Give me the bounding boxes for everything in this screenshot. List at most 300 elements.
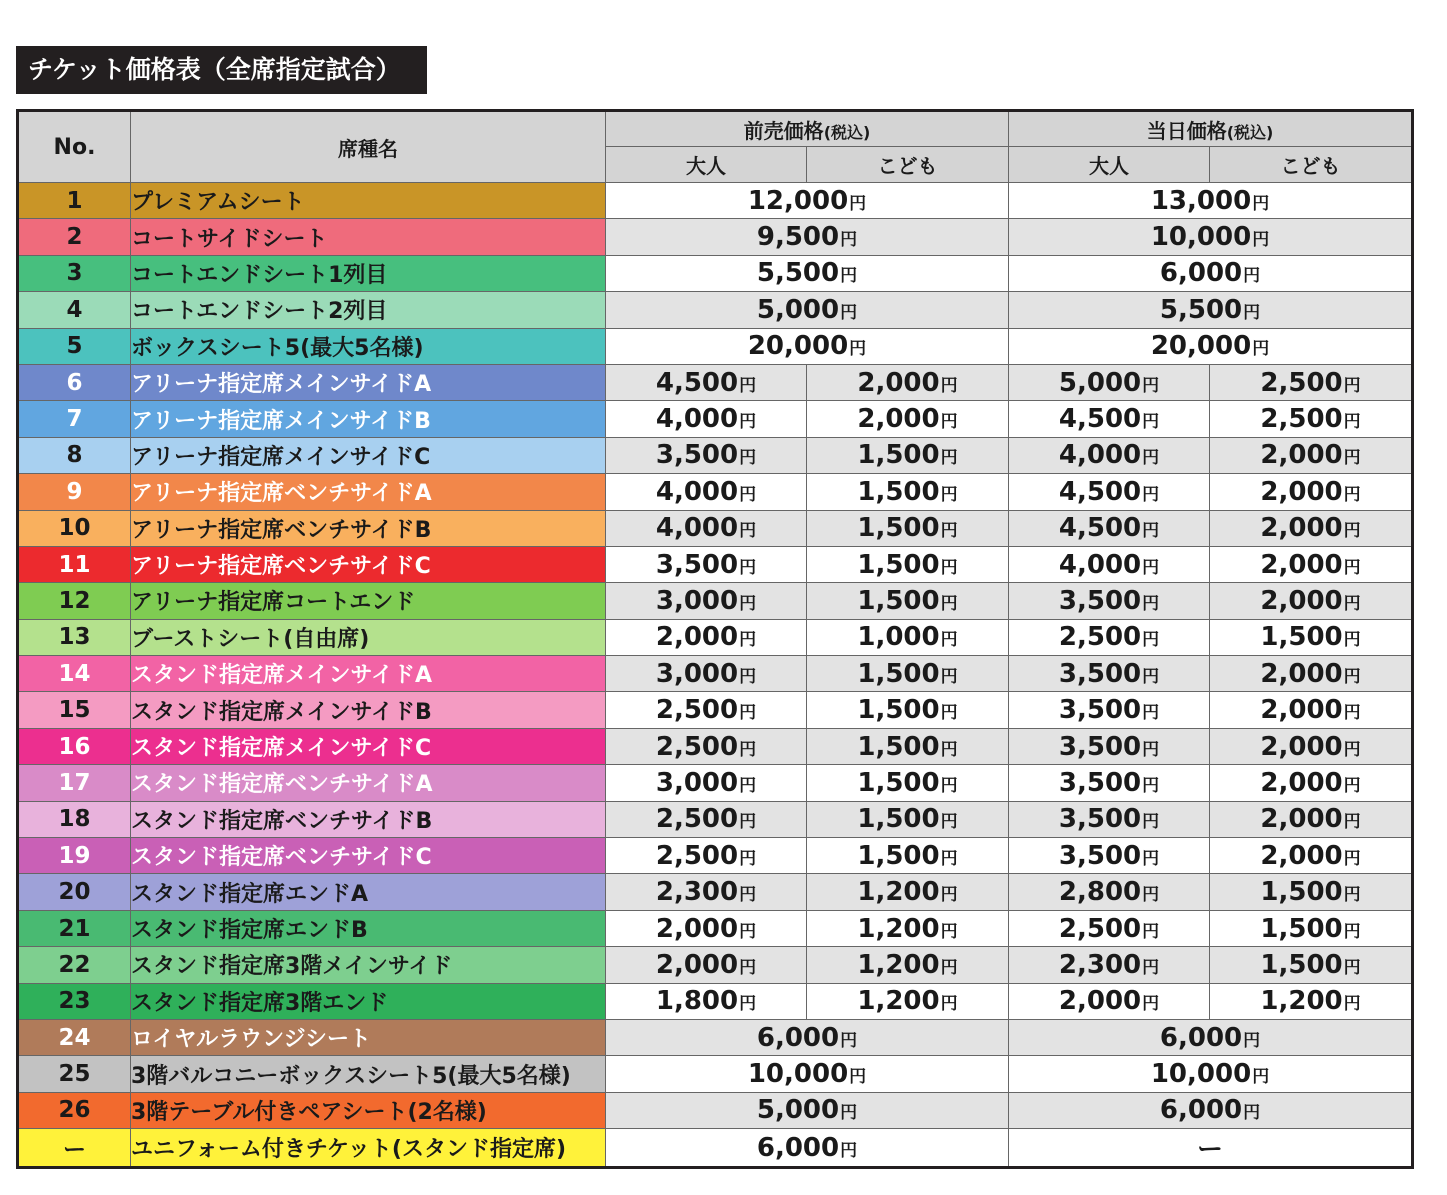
price-value: 2,000 [655,949,739,980]
dayof-adult-price [1009,765,1210,801]
table-row [18,1019,1413,1055]
price-value: 4,000 [655,404,739,435]
dayof-child-price [1210,874,1413,910]
yen-unit: 円 [739,703,757,724]
table-row [18,219,1413,255]
advance-tax-label: (税込) [823,122,871,142]
yen-unit: 円 [940,412,958,433]
price-value: 4,500 [1058,513,1142,544]
seat-name: ユニフォーム付きチケット(スタンド指定席) [131,1129,606,1168]
price-value: 3,500 [655,549,739,580]
yen-unit: 円 [1343,739,1361,760]
price-value: 2,000 [1260,476,1343,507]
row-number: 3 [18,255,131,291]
advance-adult-price [606,947,807,983]
row-number: 13 [18,619,131,655]
yen-unit: 円 [940,994,958,1015]
yen-unit: 円 [940,630,958,651]
table-row [18,255,1413,291]
price-value: 2,000 [1260,804,1343,835]
advance-adult-price [606,364,807,400]
price-value: 3,500 [1058,804,1142,835]
dayof-child-price [1210,474,1413,510]
advance-child-price [807,474,1009,510]
yen-unit: 円 [1142,994,1160,1015]
advance-child-price [807,874,1009,910]
yen-unit: 円 [1142,775,1160,796]
price-value: 5,000 [1058,367,1142,398]
price-value: 1,500 [857,476,940,507]
price-value: 1,500 [857,731,940,762]
row-number: 23 [18,983,131,1019]
table-row [18,801,1413,837]
seat-name: ボックスシート5(最大5名様) [131,328,606,364]
row-number: 6 [18,364,131,400]
yen-unit: 円 [739,448,757,469]
table-row [18,983,1413,1019]
yen-unit: 円 [1142,484,1160,505]
yen-unit: 円 [940,448,958,469]
table-row [18,510,1413,546]
advance-child-price [807,583,1009,619]
table-row [18,1056,1413,1092]
dayof-child-price [1210,983,1413,1019]
advance-adult-header: 大人 [606,147,807,183]
advance-child-header: こども [807,147,1009,183]
dayof-child-header: こども [1210,147,1413,183]
row-number: 4 [18,292,131,328]
price-value: 2,000 [1058,986,1142,1017]
table-row [18,401,1413,437]
price-value: 4,000 [655,476,739,507]
yen-unit: 円 [1343,812,1361,833]
row-number: 26 [18,1092,131,1128]
price-value: 1,500 [1260,913,1343,944]
dayof-adult-price [1009,364,1210,400]
price-value: 4,500 [1058,476,1142,507]
yen-unit: 円 [940,557,958,578]
price-value: 4,500 [655,367,739,398]
seat-name: プレミアムシート [131,183,606,219]
dayof-adult-price [1009,692,1210,728]
seat-name: スタンド指定席3階エンド [131,983,606,1019]
price-value: 3,500 [1058,840,1142,871]
advance-adult-price [606,801,807,837]
price-value: 2,000 [1260,767,1343,798]
yen-unit: 円 [1142,848,1160,869]
yen-unit: 円 [1343,957,1361,978]
price-value: 2,500 [1058,622,1142,653]
price-value: 12,000 [747,185,849,216]
yen-unit: 円 [1142,666,1160,687]
col-no-header: No. [18,111,131,183]
table-row [18,619,1413,655]
yen-unit: 円 [1343,557,1361,578]
advance-price [606,1056,1009,1092]
price-table [16,109,1414,1169]
yen-unit: 円 [1142,885,1160,906]
price-value: 3,500 [1058,731,1142,762]
advance-price-header [606,111,1009,147]
dayof-price [1009,219,1413,255]
price-value: 10,000 [747,1059,849,1090]
price-value: 1,500 [857,695,940,726]
advance-adult-price [606,583,807,619]
dayof-adult-price [1009,983,1210,1019]
advance-adult-price [606,838,807,874]
price-value: 5,000 [756,1095,840,1126]
price-value: 5,500 [1159,294,1243,325]
advance-adult-price [606,765,807,801]
yen-unit: 円 [1343,703,1361,724]
price-value: 6,000 [756,1132,840,1163]
dayof-adult-price [1009,947,1210,983]
seat-name: アリーナ指定席メインサイドB [131,401,606,437]
page-title: チケット価格表（全席指定試合） [16,46,427,94]
dayof-child-price [1210,510,1413,546]
seat-name: コートエンドシート1列目 [131,255,606,291]
seat-name: アリーナ指定席ベンチサイドB [131,510,606,546]
seat-name: ロイヤルラウンジシート [131,1019,606,1055]
yen-unit: 円 [1142,593,1160,614]
yen-unit: 円 [739,630,757,651]
yen-unit: 円 [940,885,958,906]
row-number: 20 [18,874,131,910]
price-value: 2,000 [857,367,940,398]
advance-adult-price [606,983,807,1019]
dayof-price [1009,1092,1413,1128]
price-value: 2,000 [1260,658,1343,689]
advance-child-price [807,692,1009,728]
price-value: 2,000 [1260,585,1343,616]
price-value: 1,500 [857,658,940,689]
advance-child-price [807,801,1009,837]
price-value: 1,800 [655,986,739,1017]
advance-adult-price [606,401,807,437]
price-value: 2,000 [1260,440,1343,471]
yen-unit: 円 [739,994,757,1015]
price-value: 3,000 [655,767,739,798]
advance-child-price [807,656,1009,692]
dayof-child-price [1210,656,1413,692]
dayof-child-price [1210,728,1413,764]
price-value: 2,500 [655,695,739,726]
price-value: 1,500 [857,585,940,616]
yen-unit: 円 [840,302,858,323]
dayof-tax-label: (税込) [1226,122,1274,142]
advance-price [606,1092,1009,1128]
price-value: 6,000 [1159,1095,1243,1126]
table-row [18,583,1413,619]
yen-unit: 円 [739,375,757,396]
price-value: 1,500 [1260,622,1343,653]
table-row [18,292,1413,328]
row-number: 12 [18,583,131,619]
dayof-adult-price [1009,801,1210,837]
seat-name: ブーストシート(自由席) [131,619,606,655]
price-value: 1,200 [857,913,940,944]
row-number: 8 [18,437,131,473]
yen-unit: 円 [849,193,867,214]
yen-unit: 円 [1243,1030,1261,1051]
price-value: 9,500 [756,222,840,253]
dayof-child-price [1210,364,1413,400]
price-value: 5,000 [756,294,840,325]
yen-unit: 円 [940,957,958,978]
yen-unit: 円 [1343,375,1361,396]
price-value: 2,500 [655,840,739,871]
price-value: 1,200 [857,877,940,908]
price-value: 2,000 [1260,549,1343,580]
seat-name: アリーナ指定席メインサイドA [131,364,606,400]
price-value: 2,000 [655,622,739,653]
advance-adult-price [606,546,807,582]
seat-name: 3階バルコニーボックスシート5(最大5名様) [131,1056,606,1092]
yen-unit: 円 [940,521,958,542]
price-value: 4,000 [1058,440,1142,471]
dayof-adult-price [1009,401,1210,437]
yen-unit: 円 [739,957,757,978]
yen-unit: 円 [940,593,958,614]
row-number: 15 [18,692,131,728]
yen-unit: 円 [1252,339,1270,360]
yen-unit: 円 [1252,193,1270,214]
price-value: 20,000 [1150,331,1252,362]
dayof-adult-price [1009,437,1210,473]
yen-unit: 円 [739,557,757,578]
advance-adult-price [606,656,807,692]
yen-unit: 円 [1142,375,1160,396]
price-value: 1,500 [1260,877,1343,908]
row-number: 17 [18,765,131,801]
advance-child-price [807,364,1009,400]
dayof-child-price [1210,838,1413,874]
yen-unit: 円 [940,739,958,760]
table-row [18,474,1413,510]
price-value: 3,500 [1058,695,1142,726]
price-value: 1,000 [857,622,940,653]
dayof-price [1009,1129,1413,1168]
price-value: 4,000 [655,513,739,544]
yen-unit: 円 [739,412,757,433]
row-number: ー [18,1129,131,1168]
seat-name: コートサイドシート [131,219,606,255]
yen-unit: 円 [1142,812,1160,833]
advance-child-price [807,910,1009,946]
row-number: 25 [18,1056,131,1092]
dayof-child-price [1210,765,1413,801]
advance-price [606,219,1009,255]
yen-unit: 円 [940,812,958,833]
price-value: 2,500 [1260,367,1343,398]
price-value: 4,500 [1058,404,1142,435]
yen-unit: 円 [840,1030,858,1051]
row-number: 21 [18,910,131,946]
yen-unit: 円 [1243,1103,1261,1124]
yen-unit: 円 [1343,848,1361,869]
dayof-adult-price [1009,619,1210,655]
price-value: 1,200 [1260,986,1343,1017]
price-value: 2,000 [1260,840,1343,871]
dayof-adult-price [1009,583,1210,619]
table-row [18,1092,1413,1128]
price-value: 1,500 [1260,949,1343,980]
advance-child-price [807,728,1009,764]
dayof-price [1009,1019,1413,1055]
price-value: 4,000 [1058,549,1142,580]
yen-unit: 円 [1142,630,1160,651]
dayof-adult-header: 大人 [1009,147,1210,183]
table-row [18,1129,1413,1168]
yen-unit: 円 [940,375,958,396]
price-value: 10,000 [1150,222,1252,253]
yen-unit: 円 [1343,630,1361,651]
advance-price [606,1129,1009,1168]
price-value: 2,000 [655,913,739,944]
table-row [18,546,1413,582]
yen-unit: 円 [940,484,958,505]
yen-unit: 円 [739,921,757,942]
header-row [18,111,1413,147]
seat-name: スタンド指定席メインサイドC [131,728,606,764]
dayof-adult-price [1009,838,1210,874]
table-row [18,765,1413,801]
advance-child-price [807,510,1009,546]
yen-unit: 円 [739,885,757,906]
row-number: 11 [18,546,131,582]
price-value: 3,500 [1058,658,1142,689]
price-value: 2,500 [655,804,739,835]
price-value: 6,000 [756,1022,840,1053]
yen-unit: 円 [940,703,958,724]
table-row [18,910,1413,946]
price-value: 13,000 [1150,185,1252,216]
advance-adult-price [606,910,807,946]
row-number: 14 [18,656,131,692]
yen-unit: 円 [739,666,757,687]
yen-unit: 円 [739,521,757,542]
yen-unit: 円 [1142,957,1160,978]
yen-unit: 円 [1142,521,1160,542]
price-value: 2,000 [1260,695,1343,726]
price-value: 2,300 [1058,949,1142,980]
row-number: 22 [18,947,131,983]
advance-adult-price [606,874,807,910]
yen-unit: 円 [940,848,958,869]
table-row [18,437,1413,473]
advance-price [606,1019,1009,1055]
dayof-price [1009,1056,1413,1092]
advance-price [606,292,1009,328]
dayof-price-header [1009,111,1413,147]
seat-name: コートエンドシート2列目 [131,292,606,328]
yen-unit: 円 [840,1103,858,1124]
yen-unit: 円 [1142,921,1160,942]
dayof-price-label: 当日価格 [1146,118,1227,143]
yen-unit: 円 [1243,266,1261,287]
price-value: 1,500 [857,840,940,871]
price-value: 3,000 [655,585,739,616]
price-value: 2,000 [1260,513,1343,544]
price-value: 1,200 [857,986,940,1017]
yen-unit: 円 [840,1140,858,1161]
advance-price [606,183,1009,219]
advance-child-price [807,437,1009,473]
row-number: 1 [18,183,131,219]
price-value: 2,500 [1058,913,1142,944]
yen-unit: 円 [1343,412,1361,433]
yen-unit: 円 [1343,775,1361,796]
yen-unit: 円 [1243,302,1261,323]
advance-adult-price [606,437,807,473]
table-row [18,728,1413,764]
price-value: 5,500 [756,258,840,289]
seat-name: スタンド指定席ベンチサイドC [131,838,606,874]
price-value: 2,300 [655,877,739,908]
row-number: 2 [18,219,131,255]
price-value: 3,500 [655,440,739,471]
yen-unit: 円 [739,848,757,869]
dayof-child-price [1210,546,1413,582]
seat-name: アリーナ指定席ベンチサイドA [131,474,606,510]
dayof-price [1009,255,1413,291]
advance-adult-price [606,510,807,546]
yen-unit: 円 [1142,448,1160,469]
seat-name: アリーナ指定席メインサイドC [131,437,606,473]
advance-child-price [807,765,1009,801]
advance-price [606,255,1009,291]
col-seat-name-header: 席種名 [131,111,606,183]
price-value: 6,000 [1159,1022,1243,1053]
yen-unit: 円 [739,484,757,505]
yen-unit: 円 [1142,557,1160,578]
row-number: 10 [18,510,131,546]
table-row [18,874,1413,910]
price-value: 2,800 [1058,877,1142,908]
yen-unit: 円 [940,666,958,687]
price-value: 1,500 [857,804,940,835]
price-value: ー [1197,1135,1224,1166]
price-value: 3,000 [655,658,739,689]
yen-unit: 円 [840,230,858,251]
yen-unit: 円 [1343,885,1361,906]
price-value: 2,500 [655,731,739,762]
yen-unit: 円 [849,1067,867,1088]
advance-adult-price [606,692,807,728]
price-value: 1,500 [857,513,940,544]
advance-adult-price [606,619,807,655]
advance-child-price [807,947,1009,983]
yen-unit: 円 [1343,521,1361,542]
dayof-adult-price [1009,546,1210,582]
advance-adult-price [606,728,807,764]
yen-unit: 円 [739,593,757,614]
advance-adult-price [606,474,807,510]
yen-unit: 円 [940,775,958,796]
price-value: 3,500 [1058,585,1142,616]
dayof-adult-price [1009,728,1210,764]
price-value: 20,000 [747,331,849,362]
table-row [18,364,1413,400]
dayof-child-price [1210,437,1413,473]
seat-name: スタンド指定席エンドB [131,910,606,946]
dayof-adult-price [1009,910,1210,946]
price-value: 2,000 [857,404,940,435]
yen-unit: 円 [1142,703,1160,724]
price-value: 1,200 [857,949,940,980]
advance-price-label: 前売価格 [743,118,824,143]
yen-unit: 円 [940,921,958,942]
